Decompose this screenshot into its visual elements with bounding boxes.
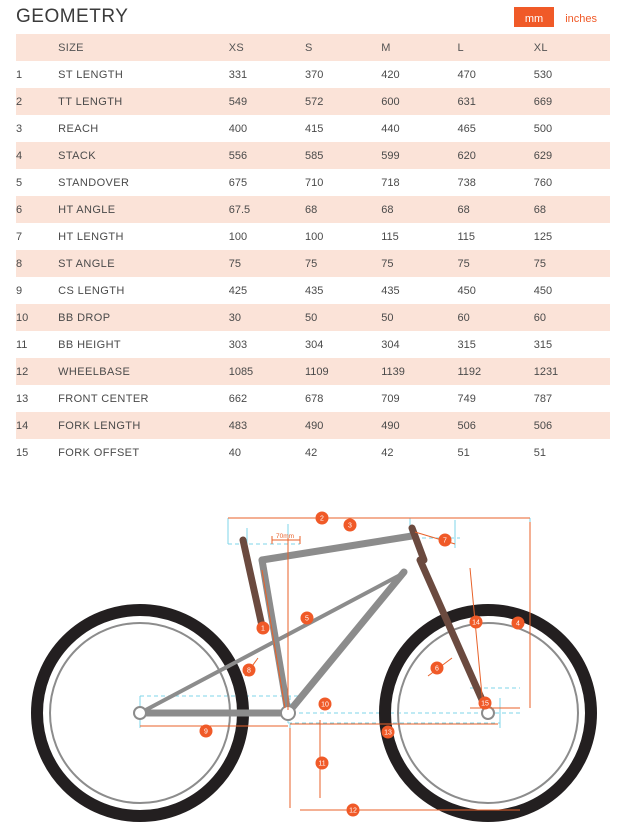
row-label: STACK (58, 149, 96, 162)
column-header-size: SIZE (58, 41, 84, 54)
table-head (16, 34, 610, 61)
row-value-m: 75 (381, 257, 394, 270)
row-value-xs: 100 (228, 230, 248, 243)
row-value-l: 749 (457, 392, 476, 405)
row-value-m: 420 (381, 68, 400, 81)
unit-button-mm[interactable]: mm (514, 7, 554, 27)
row-label: FORK OFFSET (58, 446, 140, 459)
row-value-xl: 500 (533, 122, 553, 135)
row-value-s: 100 (304, 230, 324, 243)
badge-9 (200, 725, 213, 738)
row-label: HT ANGLE (58, 203, 116, 216)
page-header (0, 0, 626, 34)
row-value-m: 490 (381, 419, 400, 432)
unit-button-inches[interactable]: inches (554, 7, 608, 27)
row-label: HT LENGTH (58, 230, 124, 243)
row-value-m: 50 (381, 311, 394, 324)
table-row (16, 358, 610, 385)
row-value-m: 68 (381, 203, 394, 216)
row-index: 9 (16, 284, 23, 297)
table-row (16, 169, 610, 196)
row-value-l: 738 (457, 176, 476, 189)
row-label: ST ANGLE (58, 257, 115, 270)
row-value-xs: 303 (228, 338, 248, 351)
badge-5 (301, 612, 314, 625)
row-index: 8 (16, 257, 23, 270)
table-row (16, 142, 610, 169)
row-value-l: 450 (457, 284, 476, 297)
row-value-l: 115 (457, 230, 475, 243)
geometry-table-wrapper (16, 34, 610, 466)
row-value-xl: 669 (533, 95, 553, 108)
column-header-l: L (457, 41, 464, 54)
row-value-l: 465 (457, 122, 476, 135)
row-value-xs: 549 (228, 95, 248, 108)
geometry-diagram (0, 498, 626, 825)
table-row (16, 250, 610, 277)
table-row (16, 385, 610, 412)
badge-13 (382, 726, 395, 739)
row-value-s: 585 (304, 149, 324, 162)
row-index: 15 (16, 446, 29, 459)
row-value-xs: 425 (228, 284, 248, 297)
row-index: 5 (16, 176, 23, 189)
table-row (16, 223, 610, 250)
table-row (16, 304, 610, 331)
bike-diagram-svg (0, 498, 626, 825)
row-value-s: 75 (304, 257, 318, 270)
row-label: REACH (58, 122, 99, 135)
table-row (16, 412, 610, 439)
row-value-xs: 662 (228, 392, 248, 405)
callout-70mm: 70mm (276, 533, 295, 540)
badge-10 (319, 698, 332, 711)
svg-text:10: 10 (321, 701, 329, 709)
row-value-xl: 315 (533, 338, 553, 351)
table-row (16, 88, 610, 115)
row-index: 13 (16, 392, 29, 405)
row-value-l: 631 (457, 95, 476, 108)
column-header-xl: XL (533, 41, 548, 54)
row-label: FRONT CENTER (58, 392, 149, 405)
column-header-index (16, 34, 58, 61)
svg-text:12: 12 (349, 807, 357, 815)
row-index: 6 (16, 203, 23, 216)
svg-text:14: 14 (472, 619, 480, 627)
row-value-m: 115 (381, 230, 399, 243)
row-label: STANDOVER (58, 176, 130, 189)
svg-text:13: 13 (384, 729, 392, 737)
svg-text:4: 4 (516, 620, 520, 628)
dimension-lines (140, 515, 530, 810)
badge-14 (470, 616, 483, 629)
table-row (16, 115, 610, 142)
row-value-l: 51 (457, 446, 470, 459)
svg-text:11: 11 (318, 760, 326, 768)
row-value-xs: 1085 (228, 365, 254, 378)
row-index: 4 (16, 149, 23, 162)
row-index: 11 (16, 338, 28, 351)
table-row (16, 196, 610, 223)
row-value-m: 1139 (381, 365, 405, 378)
badge-11 (316, 757, 329, 770)
row-value-l: 470 (457, 68, 476, 81)
row-value-xl: 75 (533, 257, 546, 270)
row-value-l: 1192 (457, 365, 482, 378)
row-value-xs: 556 (228, 149, 248, 162)
row-value-s: 68 (304, 203, 318, 216)
row-value-xs: 675 (228, 176, 248, 189)
svg-text:2: 2 (320, 515, 324, 523)
badge-7 (439, 534, 452, 547)
row-value-l: 75 (457, 257, 470, 270)
badge-2 (316, 512, 329, 525)
svg-text:15: 15 (481, 700, 489, 708)
svg-text:6: 6 (435, 665, 439, 673)
row-value-xl: 68 (533, 203, 546, 216)
column-header-m: M (381, 41, 391, 54)
table-row (16, 277, 610, 304)
row-value-xs: 331 (228, 68, 248, 81)
row-index: 10 (16, 311, 29, 324)
table-header-row (16, 34, 610, 61)
row-value-m: 599 (381, 149, 400, 162)
row-value-l: 506 (457, 419, 476, 432)
row-value-xs: 30 (228, 311, 241, 324)
row-value-m: 709 (381, 392, 400, 405)
badge-15 (479, 697, 492, 710)
row-value-xs: 67.5 (228, 203, 251, 216)
row-value-l: 68 (457, 203, 470, 216)
svg-text:8: 8 (247, 667, 251, 675)
row-index: 1 (16, 68, 23, 81)
row-value-xs: 483 (228, 419, 248, 432)
table-row (16, 61, 610, 88)
row-value-xs: 75 (228, 257, 241, 270)
page-title: GEOMETRY (16, 6, 129, 27)
row-value-m: 435 (381, 284, 400, 297)
row-value-xs: 400 (228, 122, 248, 135)
row-value-m: 440 (381, 122, 400, 135)
row-value-xl: 450 (533, 284, 553, 297)
row-value-l: 315 (457, 338, 476, 351)
row-value-s: 490 (304, 419, 324, 432)
row-value-s: 1109 (304, 365, 329, 378)
row-value-xl: 530 (533, 68, 553, 81)
row-value-s: 415 (304, 122, 324, 135)
row-value-s: 678 (304, 392, 324, 405)
row-value-l: 620 (457, 149, 476, 162)
row-index: 12 (16, 365, 29, 378)
row-value-m: 304 (381, 338, 400, 351)
row-value-xl: 60 (533, 311, 546, 324)
row-value-s: 435 (304, 284, 324, 297)
row-value-xl: 125 (533, 230, 553, 243)
row-value-s: 710 (304, 176, 324, 189)
badge-1 (257, 622, 270, 635)
table-row (16, 331, 610, 358)
badge-6 (431, 662, 444, 675)
svg-text:7: 7 (443, 537, 447, 545)
row-value-s: 50 (304, 311, 318, 324)
badge-4 (512, 617, 525, 630)
row-index: 7 (16, 230, 23, 243)
row-value-xl: 51 (533, 446, 546, 459)
row-index: 2 (16, 95, 23, 108)
row-value-l: 60 (457, 311, 470, 324)
row-label: BB HEIGHT (58, 338, 122, 351)
row-value-s: 304 (304, 338, 324, 351)
row-value-xl: 1231 (533, 365, 559, 378)
row-value-xl: 787 (533, 392, 553, 405)
geometry-table (16, 34, 610, 466)
row-label: WHEELBASE (58, 365, 131, 378)
row-label: ST LENGTH (58, 68, 124, 81)
svg-text:3: 3 (348, 522, 352, 530)
row-value-m: 42 (381, 446, 394, 459)
badge-12 (347, 804, 360, 817)
badge-3 (344, 519, 357, 532)
row-value-xs: 40 (228, 446, 241, 459)
row-value-xl: 506 (533, 419, 553, 432)
unit-toggle[interactable] (514, 7, 608, 27)
row-value-m: 600 (381, 95, 400, 108)
row-value-s: 370 (304, 68, 324, 81)
svg-text:9: 9 (204, 728, 208, 736)
row-label: BB DROP (58, 311, 111, 324)
column-header-xs: XS (228, 41, 244, 54)
row-label: TT LENGTH (58, 95, 123, 108)
table-body (16, 61, 610, 466)
badge-8 (243, 664, 256, 677)
row-value-xl: 629 (533, 149, 553, 162)
column-header-s: S (304, 41, 313, 54)
row-value-s: 572 (304, 95, 324, 108)
row-value-m: 718 (381, 176, 400, 189)
row-value-s: 42 (304, 446, 318, 459)
row-index: 14 (16, 419, 29, 432)
row-index: 3 (16, 122, 23, 135)
table-row (16, 439, 610, 466)
row-label: FORK LENGTH (58, 419, 141, 432)
svg-text:5: 5 (305, 615, 309, 623)
row-label: CS LENGTH (58, 284, 125, 297)
row-value-xl: 760 (533, 176, 553, 189)
svg-text:1: 1 (261, 625, 265, 633)
